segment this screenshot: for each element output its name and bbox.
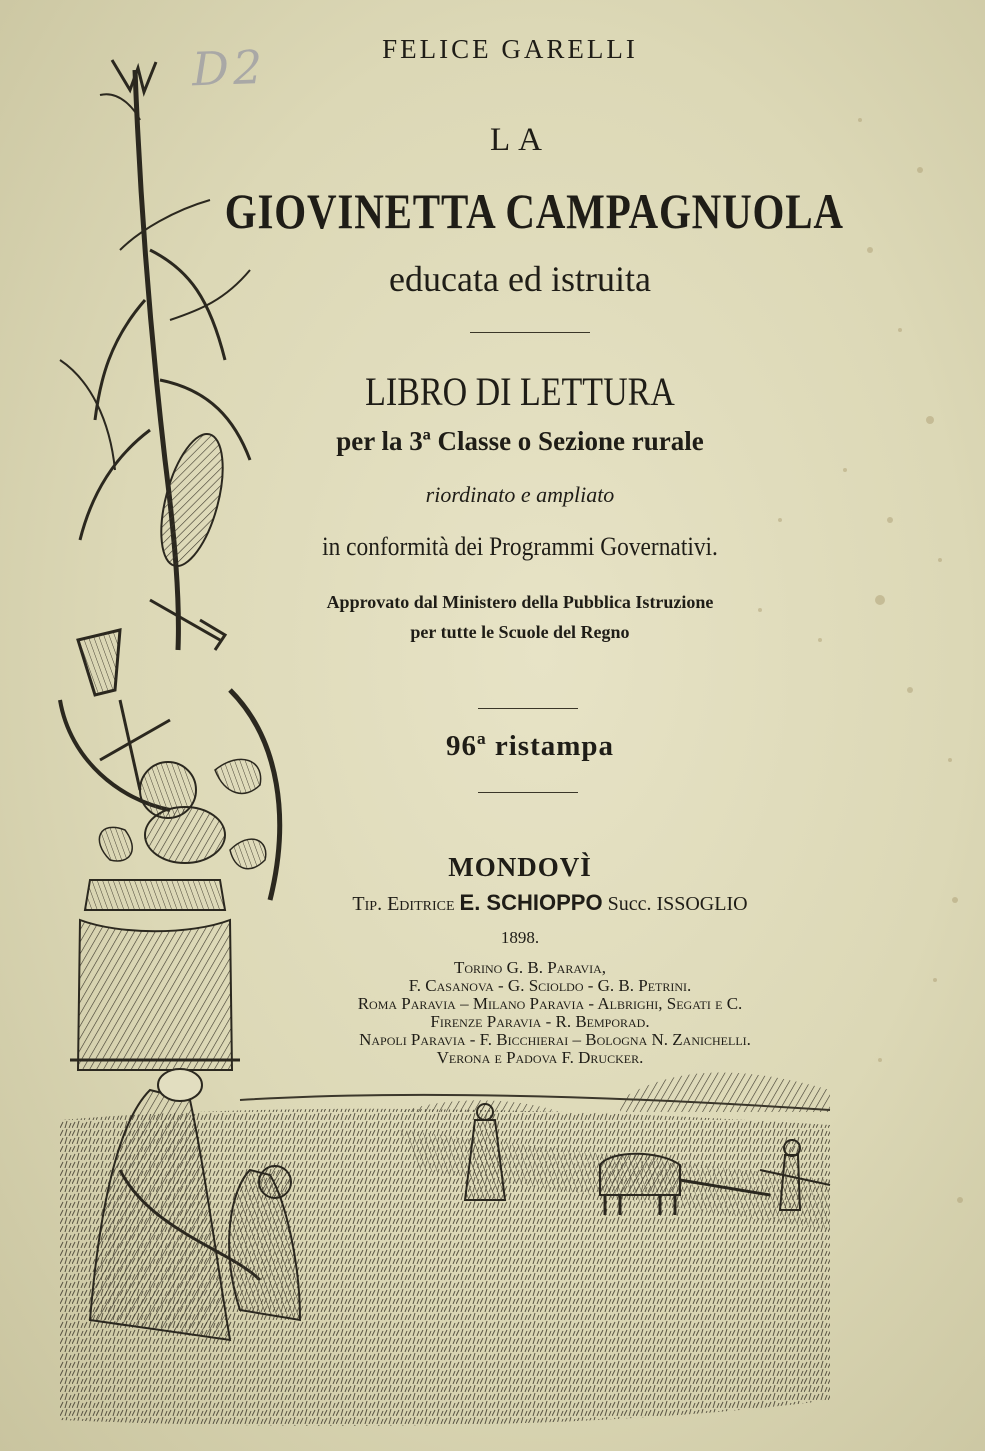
title-article: LA [490,122,550,158]
divider-rule [478,792,578,793]
printer-name: E. SCHIOPPO [459,890,603,915]
corn-stalk-illustration [60,60,250,650]
book-title: GIOVINETTA CAMPAGNUOLA [224,183,844,239]
class-line: per la 3ª Classe o Sezione rurale [336,426,704,456]
publisher-city: MONDOVÌ [448,852,592,882]
pencil-shelf-mark: D2 [191,39,268,97]
divider-rule [478,708,578,709]
distributor-line: F. Casanova - G. Scioldo - G. B. Petrini. [408,976,692,995]
book-subtitle: educata ed istruita [389,259,651,299]
distributor-line: Torino G. B. Paravia, [453,958,607,977]
author-name: FELICE GARELLI [382,34,638,64]
reprint-edition: 96ª ristampa [445,730,615,762]
approval-line-1: Approvato dal Ministero della Pubblica Istruzione [326,592,714,612]
publication-year: 1898. [500,928,540,947]
distributor-line: Firenze Paravia - R. Bemporad. [430,1012,650,1031]
conformity-note: in conformità dei Programmi Governativi. [322,532,718,561]
divider-rule [470,332,590,333]
revised-note: riordinato e ampliato [425,482,615,507]
distributor-line: Roma Paravia – Milano Paravia - Albrighi, Segati e C. [357,994,743,1013]
distributor-line: Verona e Padova F. Drucker. [436,1048,644,1067]
printer-line [270,890,830,916]
pedestal-illustration [70,880,240,1070]
printer-suffix: Succ. ISSOGLIO [607,893,748,915]
distributor-line: Napoli Paravia - F. Bicchierai – Bologna N. Zanichelli. [359,1030,751,1049]
book-type-heading: LIBRO DI LETTURA [365,369,675,414]
approval-line-2: per tutte le Scuole del Regno [410,622,630,642]
printer-prefix: Tip. Editrice [352,893,455,915]
vegetable-illustration [145,807,225,863]
